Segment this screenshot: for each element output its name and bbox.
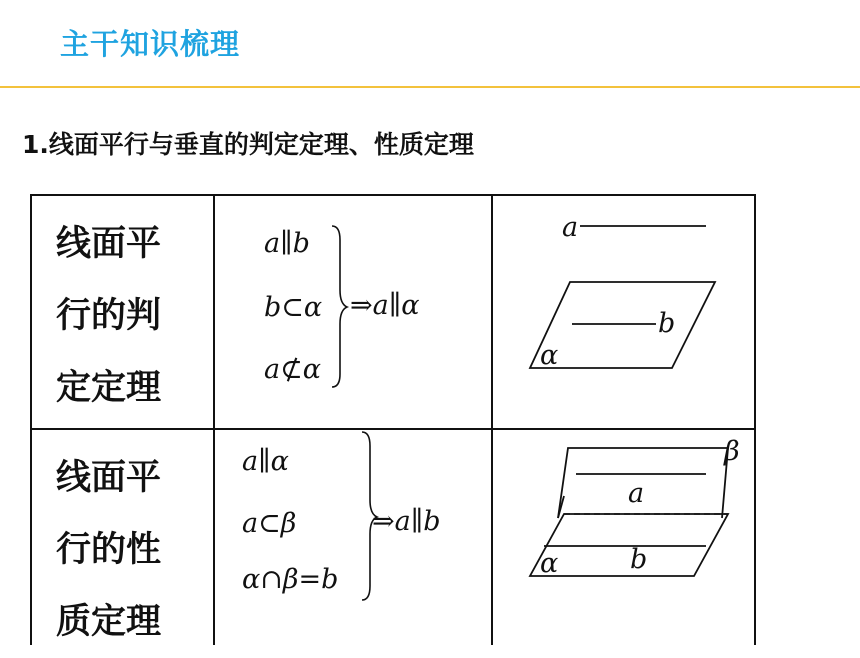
- parallel-property-figure: [492, 428, 754, 645]
- line-plane-parallel-figure: [492, 194, 754, 428]
- header-title: 主干知识梳理: [60, 27, 241, 61]
- theorem-table: [30, 194, 756, 645]
- line-b-label: b: [630, 544, 648, 575]
- table-border-right: [754, 194, 756, 645]
- plane-alpha-label: α: [540, 340, 559, 371]
- header-divider: [0, 86, 860, 88]
- row-label-line: 行的判: [56, 296, 162, 336]
- condition: a∥α: [242, 446, 289, 477]
- table-border-left: [30, 194, 32, 645]
- condition: a⊂β: [242, 508, 297, 539]
- row-label-line: 质定理: [56, 602, 162, 642]
- row-label: [56, 208, 216, 424]
- conclusion: ⇒a∥b: [372, 506, 441, 537]
- row-label: [56, 442, 216, 658]
- right-brace: [330, 224, 350, 389]
- line-b-label: b: [658, 308, 676, 339]
- section-heading: 1.线面平行与垂直的判定定理、性质定理: [22, 130, 474, 159]
- conclusion: ⇒a∥α: [350, 290, 420, 321]
- condition: b⊂α: [264, 292, 323, 323]
- row-label-line: 行的性: [56, 530, 162, 570]
- plane-alpha-label: α: [540, 548, 559, 579]
- condition: a∥b: [264, 228, 310, 259]
- line-a-label: a: [562, 212, 579, 243]
- row-label-line: 定定理: [56, 368, 162, 408]
- row-label-line: 线面平: [56, 224, 162, 264]
- condition: α∩β=b: [242, 564, 339, 595]
- line-a-label: a: [628, 478, 645, 509]
- row-label-line: 线面平: [56, 458, 162, 498]
- condition: a⊄α: [264, 354, 321, 385]
- plane-beta-label: β: [724, 436, 740, 467]
